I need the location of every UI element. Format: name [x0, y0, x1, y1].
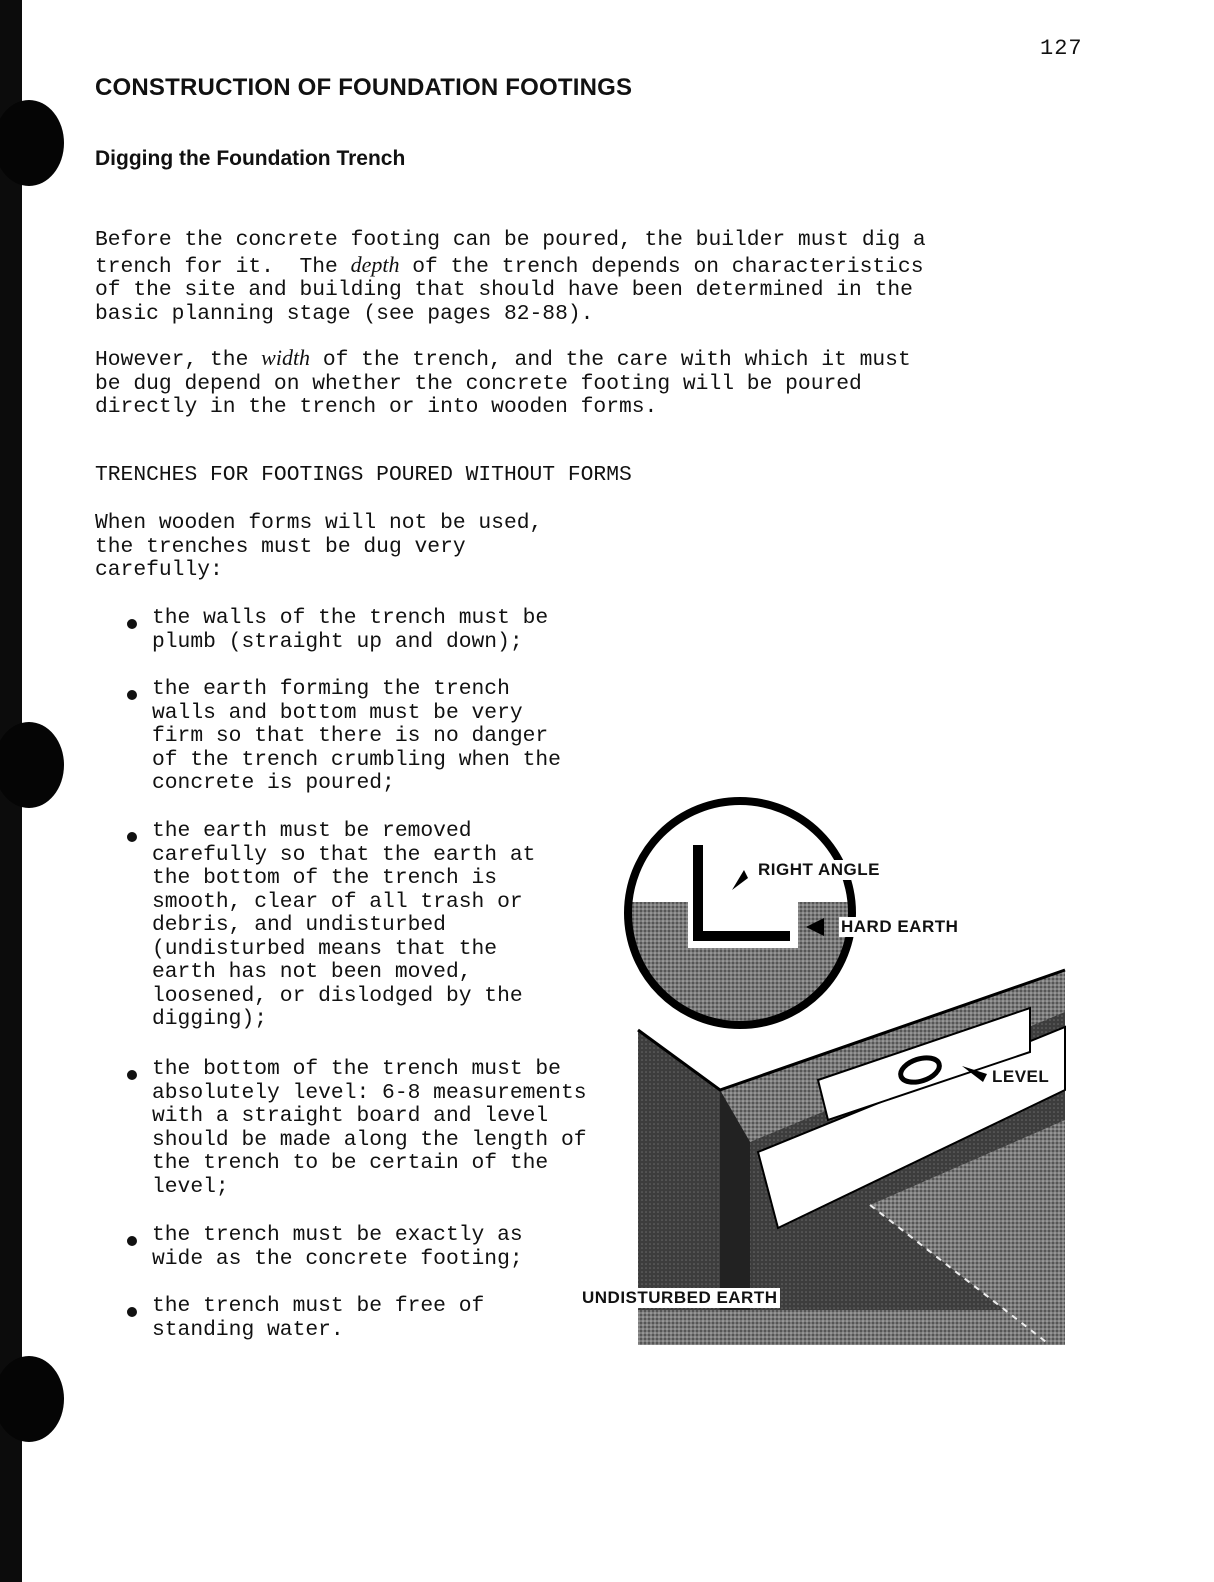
binder-hole	[0, 100, 64, 186]
section-lead: When wooden forms will not be used, the trenches must be dug very carefully:	[95, 511, 543, 582]
bullet-item: the walls of the trench must be plumb (straight up and down);	[152, 606, 549, 654]
bullet-item: the trench must be exactly as wide as the concrete footing;	[152, 1223, 523, 1271]
label-hard-earth: HARD EARTH	[841, 917, 959, 936]
label-undisturbed-earth: UNDISTURBED EARTH	[582, 1288, 778, 1307]
bullet-dot	[127, 1070, 137, 1080]
intro-paragraph-2: However, the width of the trench, and the care with which it must be dug depend on whether the concrete footing will be poured directly in the trench or into wooden forms.	[95, 345, 911, 419]
bullet-item: the bottom of the trench must be absolutely level: 6-8 measurements with a straight board and level should be made along the length of the trench to be certain of the level;	[152, 1057, 587, 1199]
bullet-dot	[127, 832, 137, 842]
binder-hole	[0, 1356, 64, 1442]
label-right-angle: RIGHT ANGLE	[758, 860, 880, 879]
bullet-dot	[127, 1307, 137, 1317]
page-title: CONSTRUCTION OF FOUNDATION FOOTINGS	[95, 74, 633, 101]
page-number: 127	[1040, 36, 1083, 61]
bullet-item: the earth forming the trench walls and bottom must be very firm so that there is no danger of the trench crumbling when the concrete is poured;	[152, 677, 561, 795]
intro-paragraph-1: Before the concrete footing can be poured, the builder must dig a trench for it. The depth of the trench depends on characteristics of the site and building that should have been determined in the basic planning stage (see pages 82-88).	[95, 228, 926, 326]
bullet-dot	[127, 619, 137, 629]
bullet-dot	[127, 690, 137, 700]
bullet-dot	[127, 1236, 137, 1246]
section-subtitle: Digging the Foundation Trench	[95, 147, 406, 170]
binder-hole	[0, 722, 64, 808]
bullet-item: the earth must be removed carefully so that the earth at the bottom of the trench is smooth, clear of all trash or debris, and undisturbed (undisturbed means that the earth has not been moved, loosened, or dislodged by the digging);	[152, 819, 536, 1031]
label-level: LEVEL	[992, 1067, 1050, 1086]
section-heading: TRENCHES FOR FOOTINGS POURED WITHOUT FORMS	[95, 463, 632, 487]
bullet-item: the trench must be free of standing water.	[152, 1294, 485, 1342]
trench-illustration	[580, 790, 1070, 1350]
